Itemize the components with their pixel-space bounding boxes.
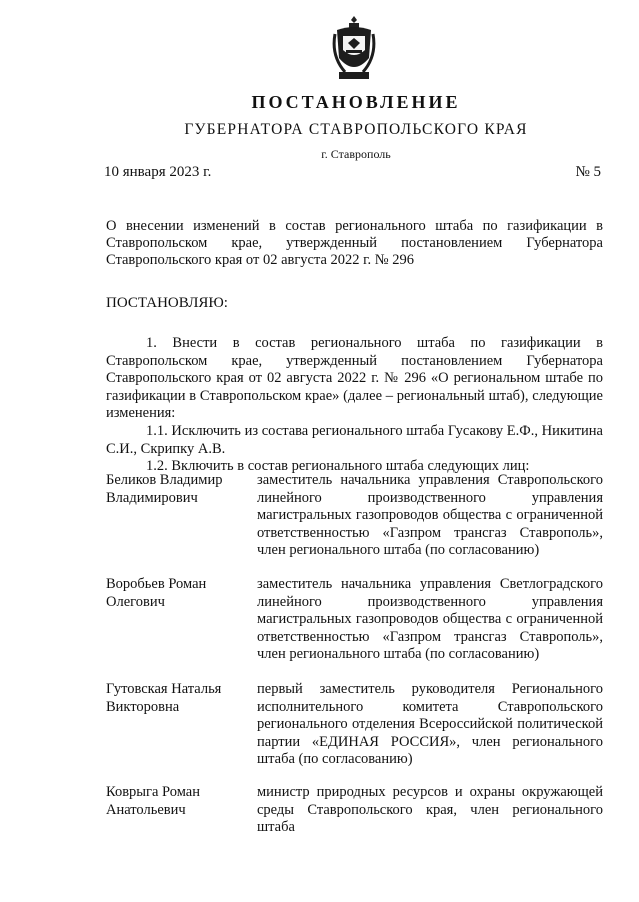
member-role: первый заместитель руководителя Регионального исполнительного комитета Ставропольского регионального отделения Всероссийской политической партии «ЕДИНАЯ РОССИЯ», член регионального штаба (по согласованию) [257, 681, 603, 768]
member-name: Беликов Владимир Владимирович [106, 472, 223, 506]
member-name: Коврыга Роман Анатольевич [106, 784, 200, 818]
paragraph-1: 1. Внести в состав регионального штаба по газификации в Ставропольском крае, утвержденный постановлением Губернатора Ставропольского края от 02 августа 2022 г. № 296 «О региональном штабе по газификации в Ставропольском крае» (далее – региональный штаб), следующие изменения: [106, 335, 603, 422]
city-label: г. Ставрополь [321, 147, 391, 161]
coat-of-arms-icon [331, 14, 377, 82]
document-date: 10 января 2023 г. [104, 164, 212, 180]
paragraph-1-2: 1.2. Включить в состав регионального штаба следующих лиц: [146, 458, 530, 475]
issuer-title: ГУБЕРНАТОРА СТАВРОПОЛЬСКОГО КРАЯ [184, 121, 528, 138]
member-name: Гутовская Наталья Викторовна [106, 681, 222, 715]
decree-word: ПОСТАНОВЛЯЮ: [106, 295, 228, 311]
document-number: № 5 [575, 164, 601, 180]
document-title: ПОСТАНОВЛЕНИЕ [251, 92, 461, 112]
member-role: заместитель начальника управления Светлоградского линейного производственного управления магистральных газопроводов общества с ограниченной ответственностью «Газпром трансгаз Ставрополь», член регионального штаба (по согласованию) [257, 576, 603, 663]
document-body [106, 335, 603, 476]
member-name: Воробьев Роман Олегович [106, 576, 207, 610]
member-role: заместитель начальника управления Ставропольского линейного производственного управления магистральных газопроводов общества с ограниченной ответственностью «Газпром трансгаз Ставрополь», член регионального штаба (по согласованию) [257, 472, 603, 559]
document-subject: О внесении изменений в состав регионального штаба по газификации в Ставропольском крае, утвержденный постановлением Губернатора Ставропольского края от 02 августа 2022 г. № 296 [106, 218, 603, 268]
paragraph-1-1: 1.1. Исключить из состава регионального штаба Гусакову Е.Ф., Никитина С.И., Скрипку А.В. [106, 422, 603, 457]
member-role: министр природных ресурсов и охраны окружающей среды Ставропольского края, член регионального штаба [257, 784, 603, 836]
